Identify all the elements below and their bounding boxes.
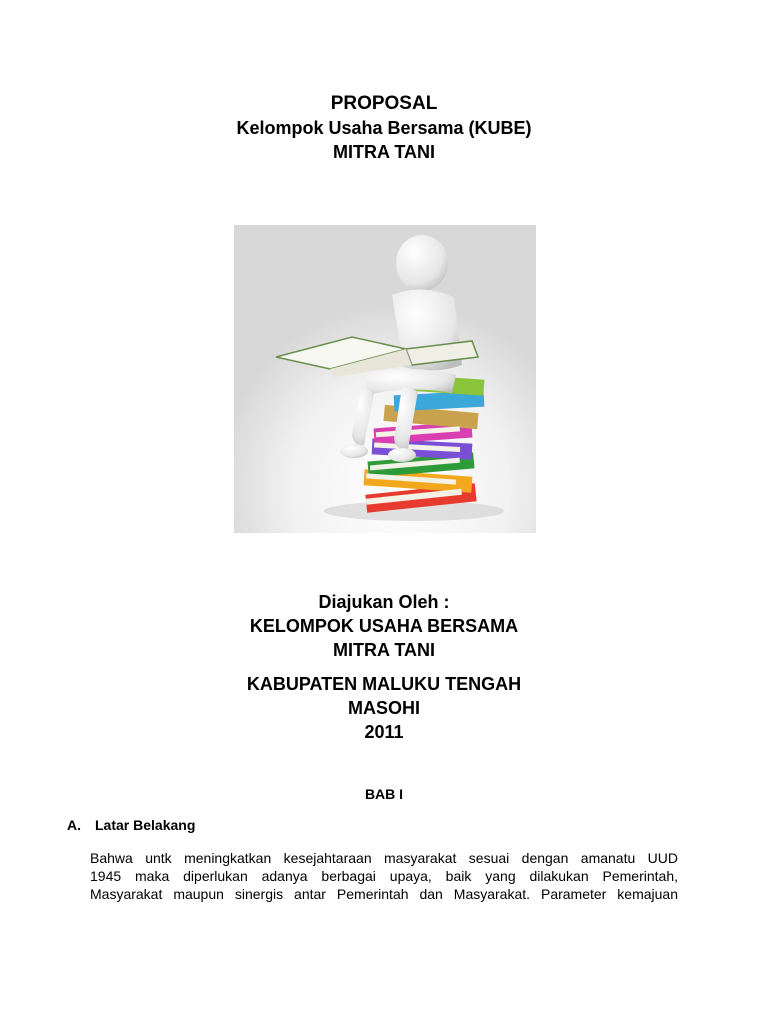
section-heading: [67, 817, 195, 833]
location-block: [0, 672, 768, 744]
paragraph-line: 1945 maka diperlukan adanya berbagai upaya, baik yang dilakukan Pemerintah,: [90, 868, 678, 884]
year: 2011: [364, 722, 404, 742]
chapter-heading: BAB I: [364, 786, 404, 802]
paragraph-line: Bahwa untk meningkatkan kesejahtaraan masyarakat sesuai dengan amanatu UUD: [90, 850, 678, 866]
background-paragraph: [90, 849, 678, 903]
submitter-line-1: KELOMPOK USAHA BERSAMA: [249, 616, 519, 636]
submitted-by-block: [0, 590, 768, 662]
document-title: PROPOSAL: [330, 93, 438, 114]
city-name: MASOHI: [348, 698, 420, 718]
submitted-by-label: Diajukan Oleh :: [318, 592, 450, 612]
paragraph-line: Masyarakat maupun sinergis antar Pemerintah dan Masyarakat. Parameter kemajuan: [90, 886, 678, 902]
person-reading-on-books-icon: [234, 225, 536, 533]
cover-title-block: [0, 92, 768, 164]
regency-name: KABUPATEN MALUKU TENGAH: [246, 674, 522, 694]
document-subtitle: Kelompok Usaha Bersama (KUBE): [236, 118, 532, 138]
group-name: MITRA TANI: [333, 142, 435, 162]
section-number: A.: [67, 817, 81, 833]
submitter-line-2: MITRA TANI: [333, 640, 435, 660]
section-title: Latar Belakang: [95, 817, 196, 833]
